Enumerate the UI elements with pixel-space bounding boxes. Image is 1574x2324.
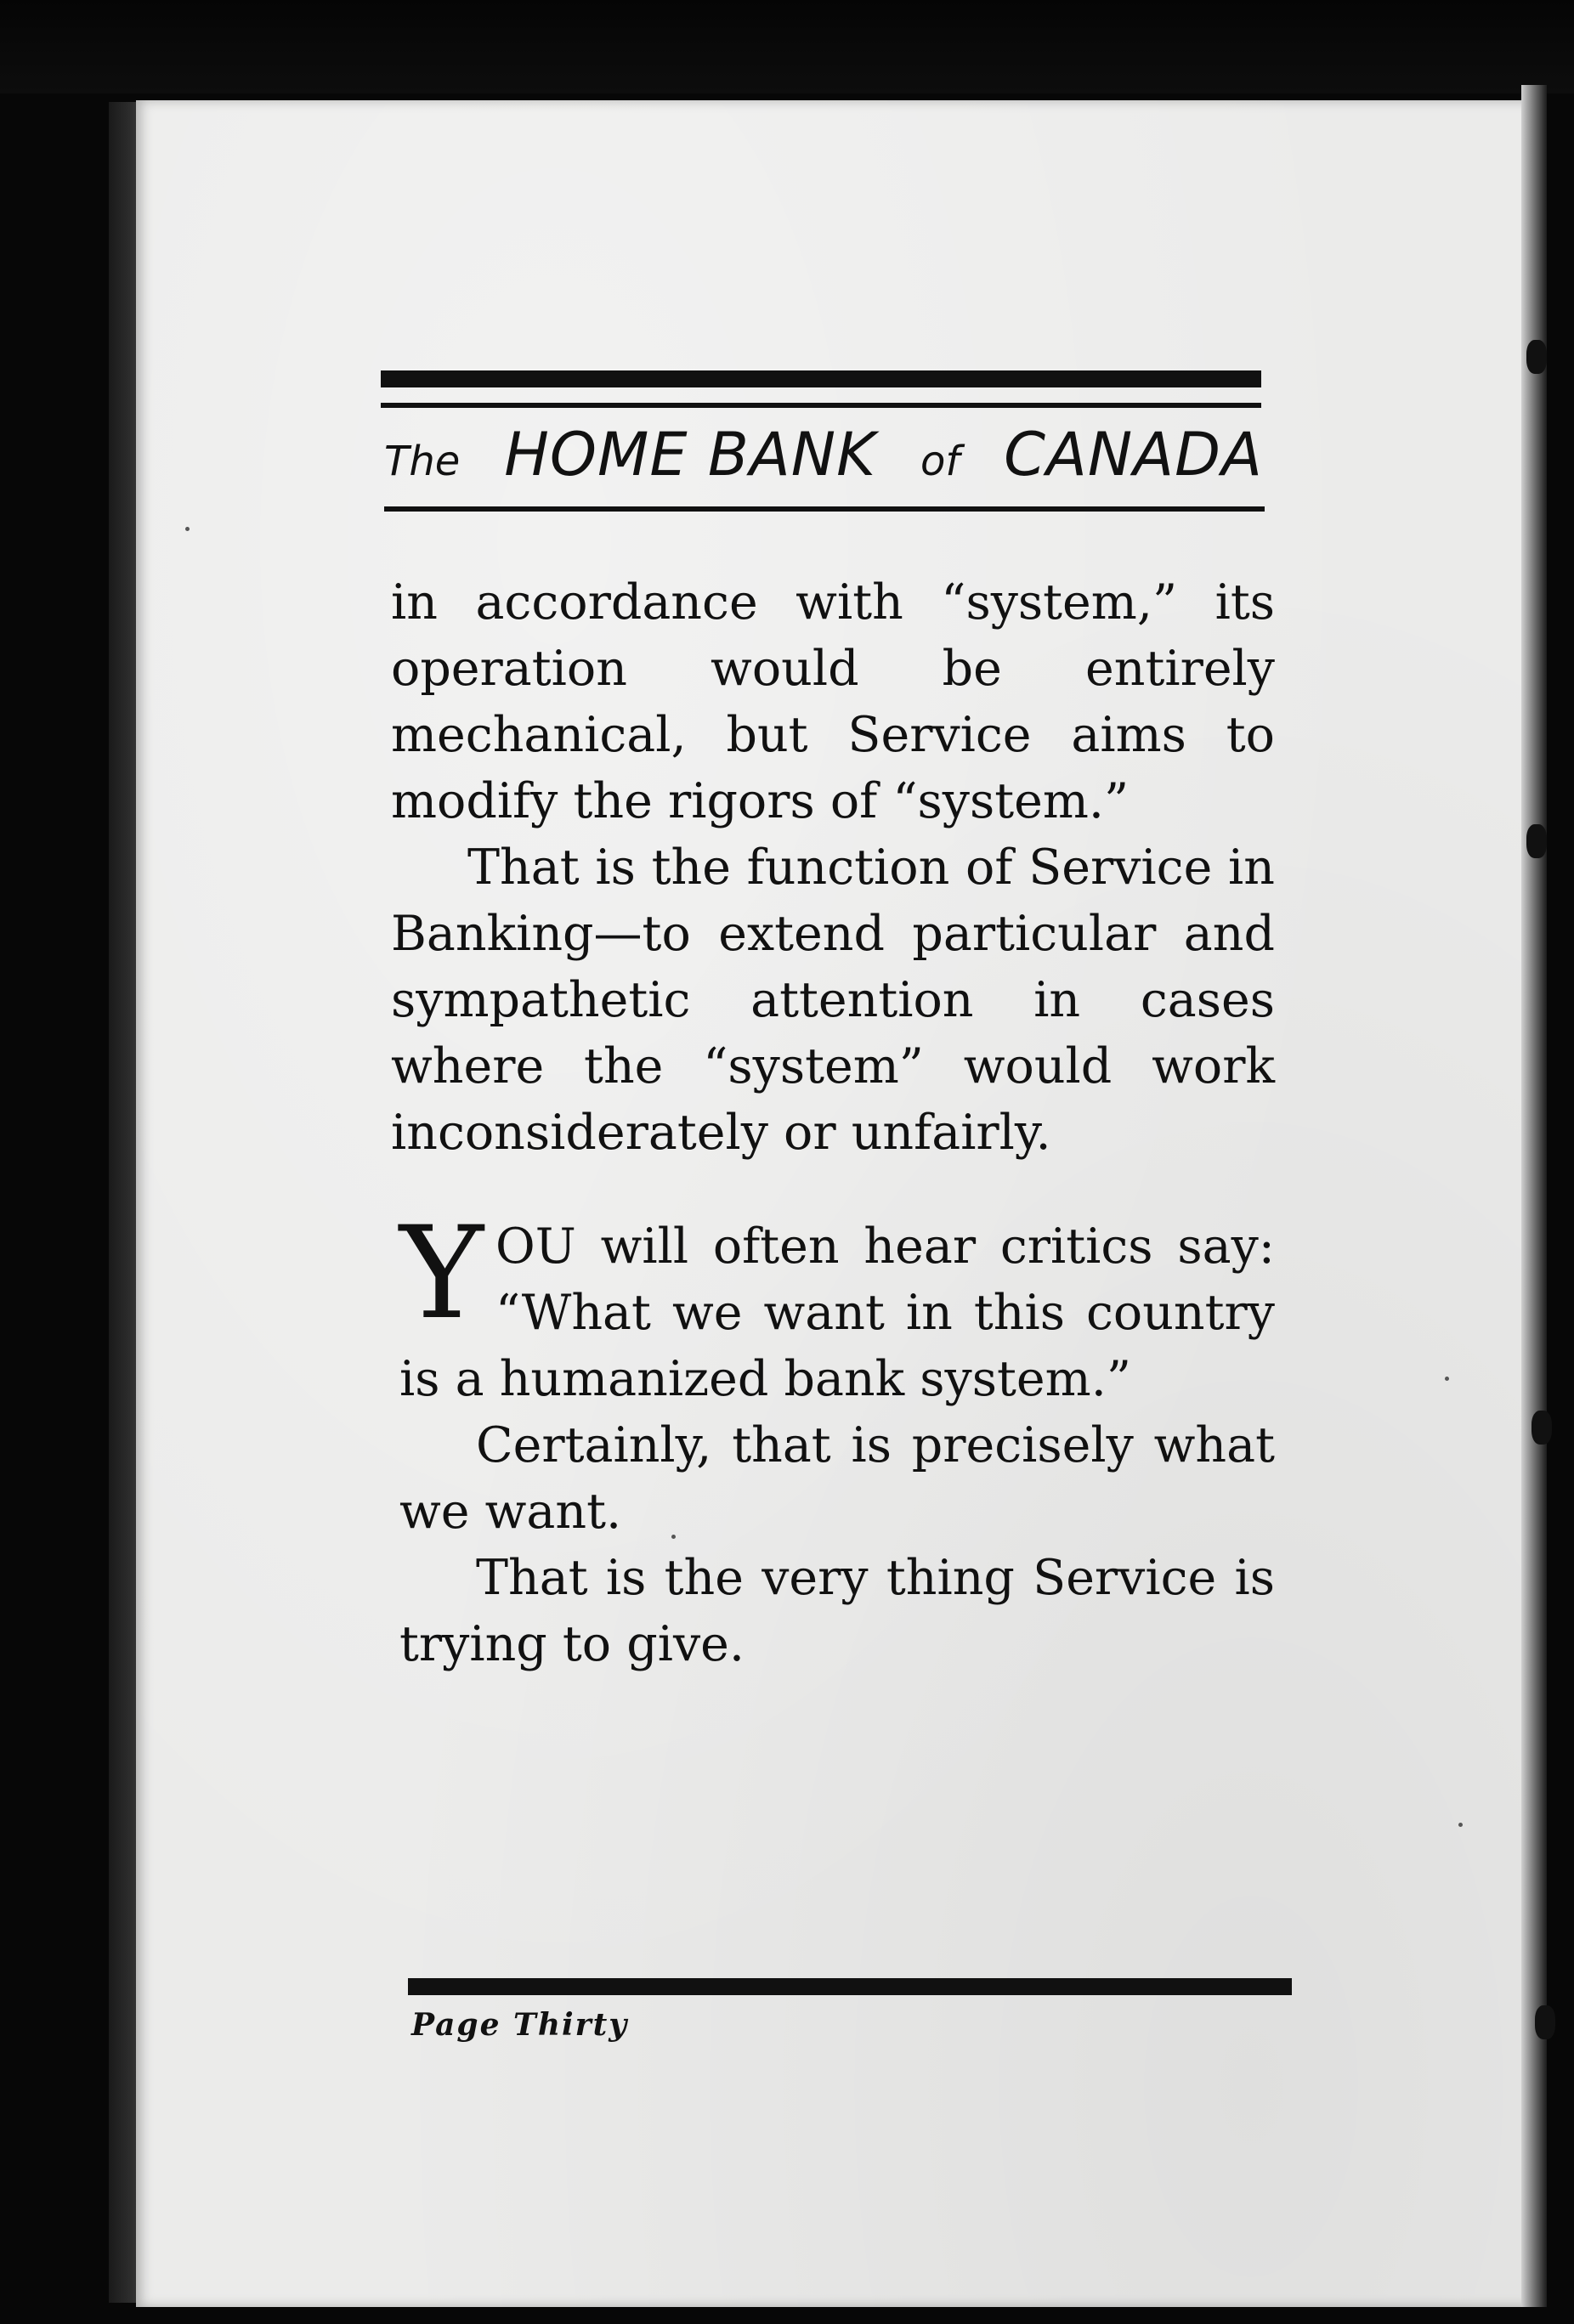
paragraph-very-thing: That is the very thing Service is trying to give. — [399, 1550, 1275, 1672]
paragraph-function-of-service: That is the function of Service in Banking—to extend particular and sympathetic attention in cases where the “system” would work inconsiderately or unfairly. — [391, 840, 1275, 1161]
binding-stitch — [1532, 1411, 1552, 1445]
running-head — [384, 420, 1263, 496]
binding-stitch — [1535, 2005, 1555, 2039]
paragraph-critics-text: OU will often hear critics say: “What we want in this country is a humanized bank system.” — [399, 1219, 1275, 1407]
paper-speck — [1445, 1377, 1449, 1381]
body-block-bottom — [399, 1412, 1275, 1677]
paper-speck — [185, 527, 190, 531]
paragraph-continuation: in accordance with “system,” its operation would be entirely mechanical, but Service aims to modify the rigors of “system.” — [391, 574, 1275, 829]
page-gutter-edge — [1521, 85, 1547, 2307]
header-thin-rule-top — [381, 403, 1261, 408]
footer-thick-rule — [408, 1978, 1292, 1995]
binding-stitch — [1526, 340, 1547, 374]
page-number-label: Page Thirty — [411, 2007, 629, 2043]
paragraph-critics — [399, 1200, 1275, 1412]
body-block-top — [391, 569, 1275, 1166]
scan-top-border — [0, 0, 1574, 93]
header-thin-rule-bottom — [384, 506, 1265, 512]
header-thick-rule — [381, 370, 1261, 387]
running-head-home-bank: HOME BANK — [504, 420, 877, 489]
running-head-the: The — [384, 438, 461, 485]
binding-stitch — [1526, 824, 1547, 858]
running-head-canada: CANADA — [1004, 420, 1263, 489]
running-head-of: of — [920, 438, 960, 485]
paper-speck — [1458, 1823, 1463, 1827]
paragraph-certainly: Certainly, that is precisely what we want. — [399, 1417, 1275, 1540]
drop-cap: Y — [399, 1200, 484, 1348]
